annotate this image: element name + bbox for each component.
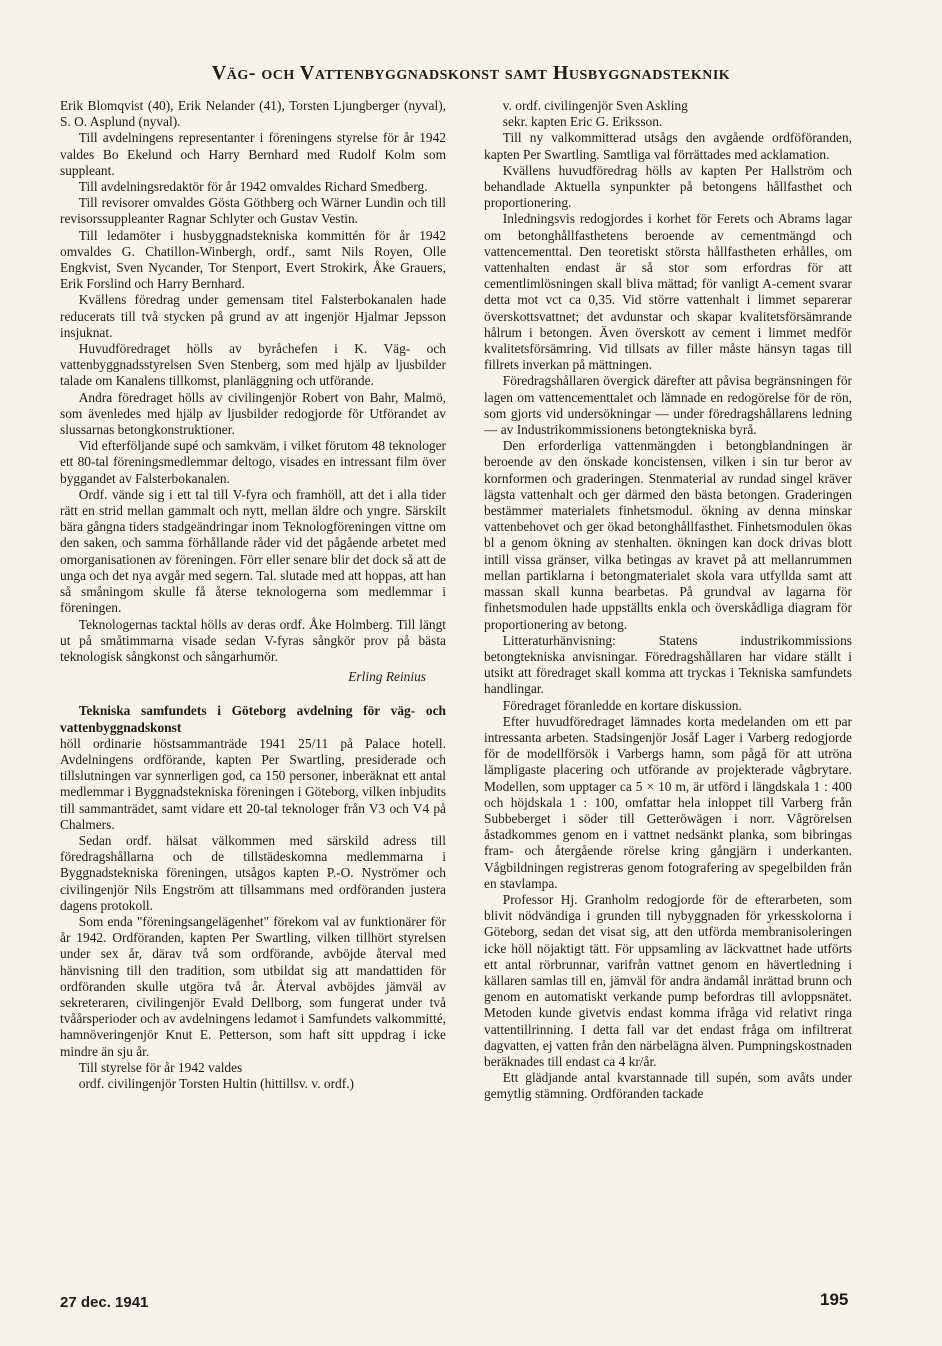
- paragraph: ordf. civilingenjör Torsten Hultin (hittillsv. v. ordf.): [78, 1075, 355, 1091]
- paragraph: Den erforderliga vattenmängden i betongblandningen är beroende av den önskade koncistensen, vilken i sin tur beror av kornformen och graderingen. Stenmaterial av rundad singel kräver lägsta vattenhalt och ger därmed den bästa betongen. Graderingen bestämmer materialets finhetsmodul. ökning av denna minskar vattenbehovet och ger ökad betonghållfasthet. Finhetsmodulen ökas bl a genom ökning av stenhalten. ökningen kan dock drivas blott intill vissa gränser, vilka betingas av kravet på att mellanrummen mellan partiklarna i betongmaterialet skola vara utfyllda samt att massan skall kunna bearbetas. På grundval av lagarna för finhetsmodulen hade uppställts enkla och överskådliga diagram för proportionering av betong.: [484, 438, 852, 632]
- paragraph: Vid efterföljande supé och samkväm, i vilket förutom 48 teknologer ett 80-tal föreningsmedlemmar deltogo, visades en intressant film över byggandet av Falsterbokanalen.: [60, 438, 446, 486]
- paragraph: v. ordf. civilingenjör Sven Askling: [502, 98, 688, 113]
- footer-date: 27 dec. 1941: [60, 1294, 149, 1311]
- right-column: [484, 98, 852, 1103]
- paragraph: Till revisorer omvaldes Gösta Göthberg och Wärner Lundin och till revisorssuppleanter Ragnar Schlyter och Gustav Vestin.: [60, 195, 446, 227]
- paragraph: Kvällens föredrag under gemensam titel Falsterbokanalen hade reducerats till två stycken på grund av att ingenjör Hjalmar Jepsson insjuknat.: [60, 292, 446, 340]
- paragraph: Litteraturhänvisning: Statens industrikommissions betongtekniska anvisningar. Föredragshållaren har vidare ställt i utsikt att föredraget skall komma att tryckas i Tekniska samfundets handlingar.: [484, 632, 852, 697]
- paragraph: Till ledamöter i husbyggnadstekniska kommittén för år 1942 omvaldes G. Chatillon-Winbergh, ordf., samt Nils Royen, Olle Engkvist, Sven Nycander, Tor Stenport, Evert Strokirk, Åke Grauers, Erik Forslind och Harry Bernhard.: [60, 227, 446, 292]
- paragraph: Till styrelse för år 1942 valdes: [78, 1059, 243, 1075]
- paragraph: höll ordinarie höstsammanträde 1941 25/11 på Palace hotell. Avdelningens ordförande, kapten Per Swartling, presiderade och tillslutningen var synnerligen god, ca 150 personer, inberäknat ett antal medlemmar i Byggnadstekniska föreningen i Göteborg, vilken inbjudits till sammanträdet, samt vidare ett 20-tal teknologer från V3 och V4 på Chalmers.: [60, 735, 446, 832]
- paragraph: Till avdelningsredaktör för år 1942 omvaldes Richard Smedberg.: [78, 179, 428, 195]
- paragraph: Ordf. vände sig i ett tal till V-fyra och framhöll, att det i alla tider rätt en strid mellan gammalt och nytt, mellan äldre och yngre. Särskilt bära gångna tiders stadgeändringar inom Teknologföreningen vittne om den saken, och samma förhållande råder vid det pågående arbetet med omorganisationen av föreningen. Förr eller senare blir det dock så att de unga och det nya avgår med segern. Tal. slutade med att hoppas, att han så småningom skulle få återse teknologerna som medlemmar i föreningen.: [60, 486, 446, 616]
- left-column: [60, 98, 446, 1092]
- paragraph: Andra föredraget hölls av civilingenjör Robert von Bahr, Malmö, som ävenledes med hjälp av ljusbilder redogjorde för Utförandet av slussarnas betongkonstruktioner.: [60, 389, 446, 438]
- paragraph: Teknologernas tacktal hölls av deras ordf. Åke Holmberg. Till längt ut på småtimmarna visade sedan V-fyras sångkör prov på bästa teknologisk sångkonst och sångarhumör.: [60, 616, 446, 664]
- paragraph: Ett glädjande antal kvarstannade till supén, som avåts under gemytlig stämning. Ordföranden tackade: [484, 1070, 852, 1102]
- paragraph: Till ny valkommitterad utsågs den avgående ordföföranden, kapten Per Swartling. Samtliga val förrättades med acklamation.: [484, 130, 852, 162]
- paragraph: Föredraget föranledde en kortare diskussion.: [502, 697, 742, 713]
- running-head: Väg- och Vattenbyggnadskonst samt Husbyggnadsteknik: [211, 62, 731, 84]
- paragraph: Sedan ordf. hälsat välkommen med särskild adress till föredragshållarna och de tillstädeskomna medlemmarna i Byggnadstekniska föreningen, utsågos kapten P.-O. Nyströmer och civilingenjör Nils Engström att tillsammans med ordföranden justera dagens protokoll.: [60, 832, 446, 913]
- paragraph: Till avdelningens representanter i föreningens styrelse för år 1942 valdes Bo Ekelund och Harry Bernhard med Rudolf Kolm som suppleant.: [60, 130, 446, 178]
- paragraph: Kvällens huvudföredrag hölls av kapten Per Hallström och behandlade Aktuella synpunkter på betongens hållfasthet och proportionering.: [484, 162, 852, 211]
- paragraph: Som enda "föreningsangelägenhet" förekom val av funktionärer för år 1942. Ordföranden, kapten Per Swartling, vilken tillhört styrelsen under sex år, därav två som ordförande, avböjde återval med hänvisning till den tradition, som utbildat sig att mandattiden för ordföranden skulle utgöra två år. Återval avböjdes jämväl av sekreteraren, civilingenjör Evald Dellborg, som fungerat under två tvåårsperioder och av avdelningens ledamot i Samfundets valkommitté, hamnöveringenjör Knut E. Petterson, som haft sitt uppdrag i icke mindre än sju år.: [60, 913, 446, 1059]
- paragraph: Huvudföredraget hölls av byråchefen i K. Väg- och vattenbyggnadsstyrelsen Sven Stenberg, som med hjälp av ljusbilder talade om Kanalens tillkomst, planläggning och utförande.: [60, 341, 446, 389]
- paragraph: Efter huvudföredraget lämnades korta medelanden om ett par intressanta arbeten. Stadsingenjör Josåf Lager i Varberg redogjorde för de modellförsök i Varbergs hamn, som pågå för att utröna lämpligaste placering och utförande av projekterade vågbrytare. Modellen, som upptager ca 5 × 10 m, är utförd i längdskala 1 : 400 och höjdskala 1 : 100, omfattar hela inloppet till Varberg från Subbeberget i söder till Getteröwägen i norr. Vågrörelsen åstadkommes genom en i vattnet nedsänkt planka, som bibringas fram- och återgående rörelse kring gångjärn i underkanten. Vågbildningen registreras genom fotografering av spegelbilden från en stavlampa.: [484, 713, 852, 891]
- paragraph: sekr. kapten Eric G. Eriksson.: [502, 114, 663, 130]
- paragraph: Erik Blomqvist (40), Erik Nelander (41), Torsten Ljungberger (nyval), S. O. Asplund (nyval).: [60, 98, 446, 130]
- author-signature: Erling Reinius: [348, 669, 426, 685]
- paragraph: Professor Hj. Granholm redogjorde för de efterarbeten, som blivit nödvändiga i grunden till nybyggnaden för yrkesskolorna i Göteborg, sedan det visat sig, att den utförda membranisoleringen icke höll nöjaktigt tätt. För uppsamling av läckvattnet hade utförts ett antal rörbrunnar, varifrån vattnet genom en hävertledning i källaren samlas till en, jämväl för andra ändamål inrättad brunn och genom en automatiskt verkande pump befordras till avloppsnätet. Metoden kunde givetvis endast komma ifråga vid relativt ringa vattentillrinning. I detta fall var det endast fråga om infiltrerat dagvatten, ej vatten från den närbelägna älven. Pumpningskostnaden beräknades till endast ca 4 kr/år.: [484, 891, 852, 1069]
- paragraph: Inledningsvis redogjordes i korhet för Ferets och Abrams lagar om betonghållfasthetens beroende av cementmängd och vattencementtal. Den teoretiskt största hållfastheten erhålles, om vattenhalten endast är så stor som erfordras för att cementlimlösningen skall bliva mättad; för vanligt A-cement svarar detta mot vct ca 0,35. Vid större vattenhalt i limmet separerar överskottsvattnet; det avdunstar och skapar kvalitetsförsämrande hålrum i betongen. Även överskott av cement i limmet medför kvalitetsförsämring. Vid tillsats av filler måste hänsyn tagas till fillrets inverkan på mättningen.: [484, 211, 852, 373]
- paragraph: Föredragshållaren övergick därefter att påvisa begränsningen för lagen om vattencementtalet och lämnade en redogörelse för de rön, som gjorts vid undersökningar — under föredragshållarens ledning — av Industrikommissionens betongtekniska byrå.: [484, 373, 852, 438]
- page-number: 195: [820, 1290, 849, 1309]
- section-heading: Tekniska samfundets i Göteborg avdelning för väg- och vattenbyggnadskonst: [60, 703, 446, 735]
